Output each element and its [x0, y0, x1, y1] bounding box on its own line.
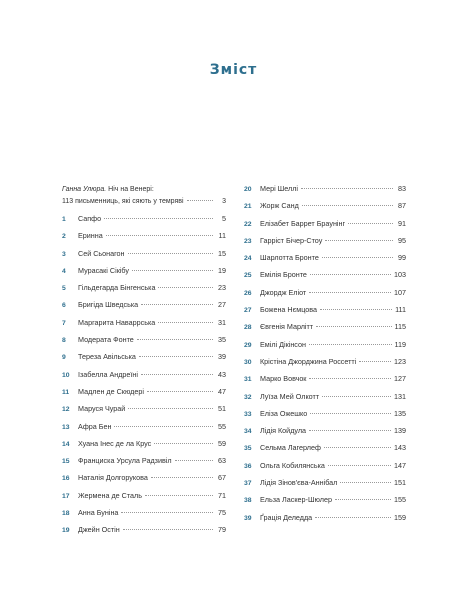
entry-number: 7: [62, 319, 66, 327]
entry-page-number: 23: [218, 283, 226, 293]
dot-leader: [106, 235, 213, 236]
toc-entry[interactable]: [62, 283, 226, 300]
toc-entry[interactable]: [244, 374, 406, 391]
entry-name: Ольга Кобилянська: [260, 460, 325, 470]
toc-entry[interactable]: [244, 495, 406, 512]
entry-page-number: 147: [394, 460, 406, 470]
entry-name: Сапфо: [78, 214, 102, 223]
dot-leader: [114, 426, 213, 427]
dot-leader: [309, 430, 391, 431]
entry-page-number: 95: [398, 235, 406, 245]
entry-page-number: 31: [218, 317, 226, 327]
entry-name: Тереза Авільська: [78, 352, 136, 362]
entry-page-number: 51: [218, 404, 226, 414]
entry-name: Гарріст Бічер-Стоу: [260, 235, 323, 245]
dot-leader: [315, 517, 391, 518]
entry-name: Афра Бен: [78, 421, 112, 431]
dot-leader: [335, 499, 391, 500]
toc-entry[interactable]: [244, 253, 406, 270]
page-title: Зміст: [209, 62, 258, 78]
dot-leader: [158, 322, 213, 323]
dot-leader: [141, 374, 213, 375]
entry-number: 29: [244, 341, 252, 349]
dot-leader: [322, 396, 391, 397]
dot-leader: [147, 391, 213, 392]
toc-entry[interactable]: [244, 270, 406, 287]
entry-page-number: 43: [218, 369, 226, 379]
entry-name: Франциска Урсула Радзивіл: [78, 456, 172, 466]
entry-number: 20: [244, 186, 252, 193]
dot-leader: [301, 188, 393, 189]
toc-entry[interactable]: [62, 249, 226, 266]
entry-page-number: 111: [395, 305, 406, 315]
entry-name: Хуана Інес де ла Крус: [78, 438, 152, 448]
dot-leader: [348, 223, 393, 224]
entry-page-number: 75: [218, 508, 226, 518]
entry-page-number: 139: [394, 426, 406, 436]
toc-intro-entry[interactable]: [62, 184, 226, 208]
entry-number: 15: [62, 458, 70, 466]
entry-name: Анна Буніна: [78, 508, 119, 518]
entry-number: 3: [62, 250, 66, 258]
entry-number: 32: [244, 393, 252, 401]
dot-leader: [325, 240, 393, 241]
entry-number: 39: [244, 514, 252, 522]
entry-page-number: 135: [394, 408, 406, 418]
toc-entry[interactable]: [244, 478, 406, 495]
entry-name: Емілія Бронте: [260, 270, 307, 280]
entry-number: 21: [244, 203, 252, 211]
toc-entry[interactable]: [244, 201, 406, 218]
entry-name: Ельза Ласкер-Шюлер: [260, 495, 332, 505]
toc-entry[interactable]: [62, 231, 226, 248]
entry-number: 14: [62, 440, 70, 448]
toc-entry[interactable]: [62, 214, 226, 231]
toc-entry[interactable]: [62, 473, 226, 490]
toc-entry[interactable]: [62, 439, 226, 456]
entry-name: Емілі Дікінсон: [260, 339, 306, 349]
toc-entry[interactable]: [62, 404, 226, 421]
toc-entry[interactable]: [62, 266, 226, 283]
entry-number: 28: [244, 324, 252, 332]
entry-page-number: 15: [218, 248, 226, 258]
entry-name: Марко Вовчок: [260, 374, 307, 384]
entry-number: 26: [244, 289, 252, 297]
entry-name: Джейн Остін: [78, 525, 120, 535]
dot-leader: [328, 465, 391, 466]
toc-entry[interactable]: [62, 352, 226, 369]
toc-entry[interactable]: [244, 340, 406, 357]
entry-name: Божена Нємцова: [260, 305, 317, 315]
entry-number: 35: [244, 445, 252, 453]
toc-entry[interactable]: [62, 456, 226, 473]
entry-page-number: 63: [218, 456, 226, 466]
entry-page-number: 79: [218, 525, 226, 535]
entry-name: Мері Шеллі: [260, 184, 298, 193]
entry-name: Жорж Санд: [260, 201, 299, 211]
dot-leader: [158, 287, 213, 288]
entry-name: Лідія Койдула: [260, 426, 307, 436]
entry-name: Наталія Долгорукова: [78, 473, 148, 483]
entry-page-number: 151: [394, 478, 406, 488]
entry-number: 22: [244, 220, 252, 228]
toc-list-left: [62, 214, 226, 543]
entry-name: Джордж Еліот: [260, 287, 307, 297]
entry-name: Ізабелла Андреїні: [78, 369, 138, 379]
entry-number: 18: [62, 510, 70, 518]
toc-column-right: [244, 184, 406, 530]
toc-entry[interactable]: [62, 300, 226, 317]
dot-leader: [154, 443, 213, 444]
entry-number: 11: [62, 388, 70, 396]
entry-page-number: 131: [394, 391, 406, 401]
toc-entry[interactable]: [244, 409, 406, 426]
entry-name: Гільдегарда Бінгенська: [78, 283, 156, 293]
entry-name: Модерата Фонте: [78, 335, 134, 345]
dot-leader: [121, 512, 213, 513]
toc-entry[interactable]: [244, 426, 406, 443]
dot-leader: [123, 529, 213, 530]
dot-leader: [145, 495, 213, 496]
entry-number: 19: [62, 527, 70, 535]
entry-number: 38: [244, 497, 252, 505]
entry-name: Євгенія Марлітт: [260, 322, 314, 332]
entry-name: Мурасакі Сікібу: [78, 265, 129, 275]
entry-number: 36: [244, 462, 252, 470]
entry-number: 13: [62, 423, 70, 431]
entry-name: Жермена де Сталь: [78, 490, 142, 500]
dot-leader: [310, 413, 391, 414]
toc-entry[interactable]: [244, 322, 406, 339]
entry-number: 37: [244, 480, 252, 488]
toc-entry[interactable]: [244, 288, 406, 305]
dot-leader: [128, 408, 213, 409]
toc-list-right: [244, 184, 406, 530]
entry-number: 6: [62, 302, 66, 310]
dot-leader: [320, 309, 392, 310]
toc-entry[interactable]: [62, 387, 226, 404]
dot-leader: [187, 200, 213, 201]
dot-leader: [340, 482, 391, 483]
entry-name: Еліза Ожешко: [260, 408, 308, 418]
dot-leader: [141, 304, 213, 305]
entry-name: Мадлен де Скюдері: [78, 386, 144, 396]
toc-entry[interactable]: [244, 236, 406, 253]
intro-page-number: 3: [222, 198, 226, 205]
entry-number: 4: [62, 267, 66, 275]
entry-number: 8: [62, 337, 66, 345]
entry-page-number: 127: [394, 374, 406, 384]
entry-name: Еринна: [78, 231, 103, 241]
entry-number: 30: [244, 358, 252, 366]
dot-leader: [302, 205, 393, 206]
entry-name: Ґрація Деледда: [260, 512, 313, 522]
entry-number: 23: [244, 237, 252, 245]
entry-page-number: 47: [218, 386, 226, 396]
entry-number: 16: [62, 475, 70, 483]
toc-entry[interactable]: [62, 491, 226, 508]
entry-page-number: 19: [218, 265, 226, 275]
entry-page-number: 99: [398, 253, 406, 263]
entry-page-number: 55: [218, 421, 226, 431]
entry-name: Елізабет Баррет Браунінг: [260, 218, 346, 228]
entry-page-number: 67: [218, 473, 226, 483]
entry-name: Лідія Зінов'єва-Аннібал: [260, 478, 338, 488]
entry-page-number: 143: [394, 443, 406, 453]
entry-number: 27: [244, 307, 252, 315]
dot-leader: [151, 477, 213, 478]
toc-entry[interactable]: [62, 335, 226, 352]
entry-number: 2: [62, 233, 66, 241]
toc-entry[interactable]: [62, 508, 226, 525]
entry-page-number: 91: [398, 218, 406, 228]
entry-number: 12: [62, 406, 70, 414]
entry-number: 24: [244, 255, 252, 263]
dot-leader: [316, 326, 391, 327]
entry-name: Маруся Чурай: [78, 404, 126, 414]
entry-name: Сельма Лагерлеф: [260, 443, 321, 453]
entry-page-number: 39: [218, 352, 226, 362]
entry-page-number: 119: [394, 339, 406, 349]
entry-page-number: 59: [218, 438, 226, 448]
dot-leader: [137, 339, 213, 340]
dot-leader: [359, 361, 391, 362]
toc-entry[interactable]: [62, 422, 226, 439]
dot-leader: [309, 292, 391, 293]
toc-entry[interactable]: [244, 219, 406, 236]
toc-entry[interactable]: [244, 513, 406, 530]
intro-title-line1: Ніч на Венері:: [108, 186, 154, 193]
dot-leader: [175, 460, 213, 461]
dot-leader: [104, 218, 213, 219]
entry-page-number: 5: [222, 214, 226, 223]
entry-page-number: 123: [394, 356, 406, 366]
dot-leader: [309, 378, 391, 379]
entry-page-number: 71: [218, 490, 226, 500]
intro-author: Ганна Улюра.: [62, 186, 107, 193]
entry-page-number: 155: [394, 495, 406, 505]
entry-name: Бригіда Шведська: [78, 300, 139, 310]
toc-entry[interactable]: [244, 443, 406, 460]
entry-number: 5: [62, 285, 66, 293]
entry-number: 33: [244, 410, 252, 418]
toc-entry[interactable]: [244, 305, 406, 322]
entry-number: 1: [62, 216, 66, 223]
entry-page-number: 87: [398, 201, 406, 211]
toc-entry[interactable]: [62, 370, 226, 387]
dot-leader: [132, 270, 213, 271]
dot-leader: [322, 257, 393, 258]
entry-name: Сей Сьонагон: [78, 248, 125, 258]
entry-number: 17: [62, 492, 70, 500]
entry-name: Крістіна Джорджина Россетті: [260, 356, 357, 366]
entry-number: 34: [244, 428, 252, 436]
entry-page-number: 27: [218, 300, 226, 310]
toc-entry[interactable]: [244, 392, 406, 409]
dot-leader: [310, 274, 391, 275]
toc-entry[interactable]: [62, 318, 226, 335]
entry-page-number: 11: [218, 231, 226, 241]
toc-entry[interactable]: [244, 357, 406, 374]
entry-page-number: 83: [398, 184, 406, 193]
entry-number: 9: [62, 354, 66, 362]
entry-name: Луїза Мей Олкотт: [260, 391, 320, 401]
toc-column-left: [62, 184, 226, 543]
toc-entry[interactable]: [244, 184, 406, 201]
toc-entry[interactable]: [244, 461, 406, 478]
intro-title-line2: 113 письменниць, які сяють у темряві: [62, 198, 184, 205]
entry-page-number: 103: [394, 270, 406, 280]
entry-number: 25: [244, 272, 252, 280]
dot-leader: [324, 447, 391, 448]
toc-entry[interactable]: [62, 525, 226, 542]
entry-page-number: 115: [394, 322, 406, 332]
entry-name: Маргарита Наваррська: [78, 317, 156, 327]
entry-page-number: 107: [394, 287, 406, 297]
entry-number: 31: [244, 376, 252, 384]
dot-leader: [128, 253, 213, 254]
entry-number: 10: [62, 371, 70, 379]
entry-page-number: 159: [394, 512, 406, 522]
dot-leader: [309, 344, 392, 345]
dot-leader: [139, 356, 213, 357]
entry-name: Шарлотта Бронте: [260, 253, 319, 263]
entry-page-number: 35: [218, 335, 226, 345]
